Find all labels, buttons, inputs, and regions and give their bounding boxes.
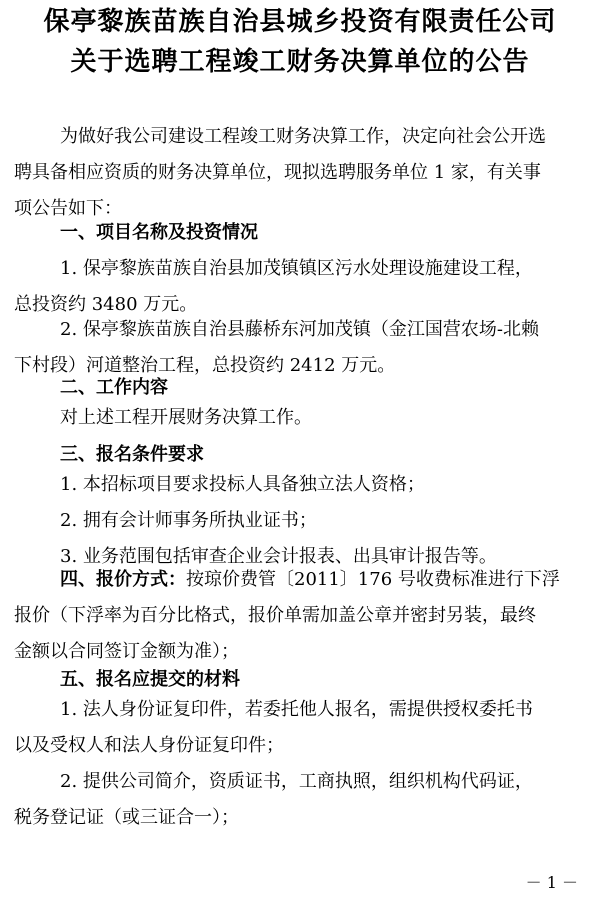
section-5-item-2: [14, 764, 586, 836]
intro-paragraph: [14, 119, 586, 227]
section-4-paragraph: [14, 562, 586, 670]
section-4-heading: 四、报价方式：: [60, 569, 186, 590]
section-3-heading: 三、报名条件要求: [60, 444, 204, 465]
section-2-line: 对上述工程开展财务决算工作。: [60, 407, 312, 428]
section-3-item-1: [14, 467, 586, 503]
section-5-item-2-line-1: 2. 提供公司简介，资质证书，工商执照，组织机构代码证，: [60, 771, 533, 792]
section-5-item-1-line-1: 1. 法人身份证复印件，若委托他人报名，需提供授权委托书: [60, 699, 533, 720]
section-4-line-1-text: 按琼价费管〔2011〕176 号收费标准进行下浮: [186, 569, 560, 590]
section-3-item-1-line: 1. 本招标项目要求投标人具备独立法人资格；: [60, 474, 425, 495]
section-3-item-3-line: 3. 业务范围包括审查企业会计报表、出具审计报告等。: [60, 546, 497, 567]
page-number: － 1 －: [525, 873, 578, 892]
section-3-item-2: [14, 503, 586, 539]
document-title-line-1: 保亭黎族苗族自治县城乡投资有限责任公司: [43, 7, 557, 37]
intro-line-2: 聘具备相应资质的财务决算单位，现拟选聘服务单位 1 家，有关事: [14, 162, 541, 183]
section-4-line-1: [14, 562, 586, 598]
section-4-line-3: 金额以合同签订金额为准）；: [14, 641, 239, 662]
intro-line-1: 为做好我公司建设工程竣工财务决算工作，决定向社会公开选: [60, 126, 546, 147]
section-5-item-2-line-2: 税务登记证（或三证合一）；: [14, 807, 239, 828]
section-2-text: [14, 400, 586, 436]
section-2-heading: 二、工作内容: [60, 377, 168, 398]
section-5-heading: 五、报名应提交的材料: [60, 669, 240, 690]
section-1-item-2-line-2: 下村段）河道整治工程，总投资约 2412 万元。: [14, 355, 396, 376]
section-1-heading: 一、项目名称及投资情况: [60, 222, 258, 243]
section-4-line-2: 报价（下浮率为百分比格式，报价单需加盖公章并密封另装，最终: [14, 605, 536, 626]
section-1-item-2-line-1: 2. 保亭黎族苗族自治县藤桥东河加茂镇（金江国营农场-北赖: [60, 319, 539, 340]
section-3-item-2-line: 2. 拥有会计师事务所执业证书；: [60, 510, 317, 531]
section-5-item-1: [14, 692, 586, 764]
section-5-item-1-line-2: 以及受权人和法人身份证复印件；: [14, 735, 284, 756]
document-title-line-2: 关于选聘工程竣工财务决算单位的公告: [70, 47, 530, 77]
intro-line-3: 项公告如下：: [14, 198, 122, 219]
section-1-item-1-line-2: 总投资约 3480 万元。: [14, 294, 198, 315]
section-1-item-1-line-1: 1. 保亭黎族苗族自治县加茂镇镇区污水处理设施建设工程，: [60, 258, 533, 279]
